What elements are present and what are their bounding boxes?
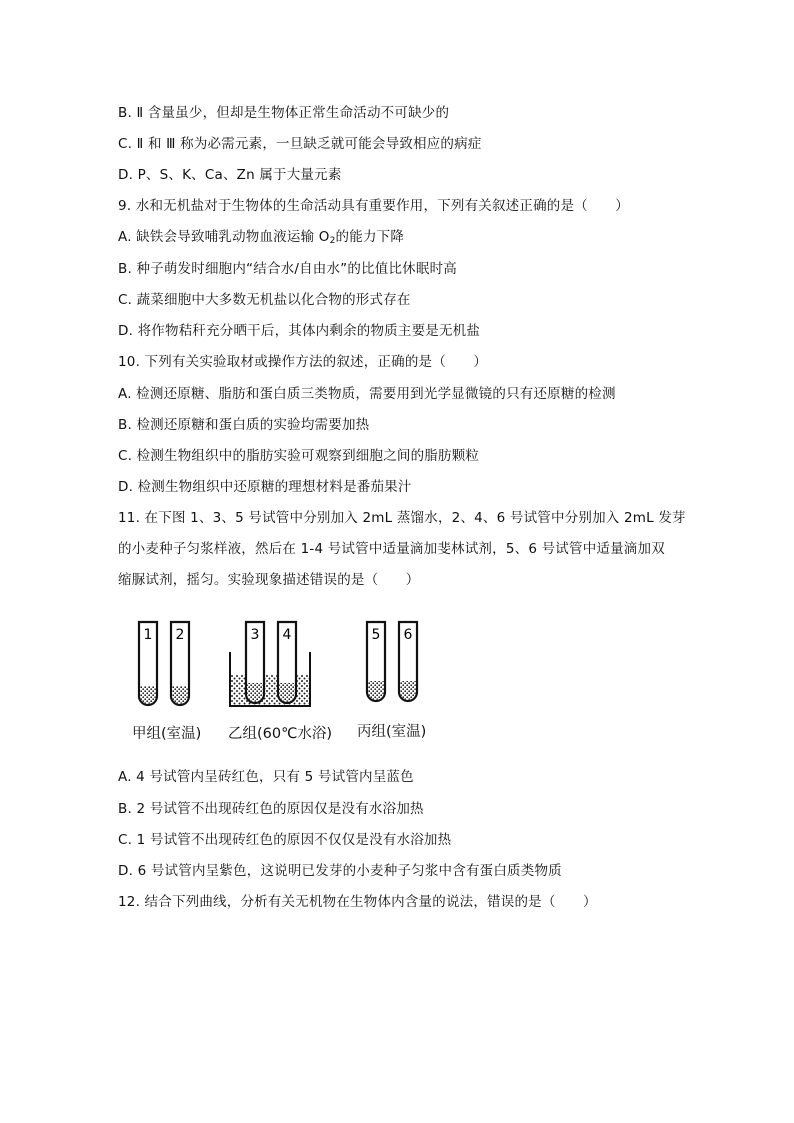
q11-option-a: A. 4 号试管内呈砖红色，只有 5 号试管内呈蓝色 <box>118 769 414 785</box>
test-tube-5-liquid <box>368 681 384 700</box>
q10-option-b: B. 检测还原糖和蛋白质的实验均需要加热 <box>118 417 370 433</box>
q12-stem: 12. 结合下列曲线，分析有关无机物在生物体内含量的说法，错误的是（ ） <box>118 894 597 910</box>
q9-option-a <box>118 228 404 250</box>
tube-number-5: 5 <box>371 627 381 643</box>
q9-option-b: B. 种子萌发时细胞内“结合水/自由水”的比值比休眠时高 <box>118 261 457 277</box>
test-tube-1-liquid <box>140 686 156 704</box>
test-tube-2-liquid <box>172 686 188 704</box>
q9-stem: 9. 水和无机盐对于生物体的生命活动具有重要作用，下列有关叙述正确的是（ ） <box>118 198 629 214</box>
water-bath-water <box>231 675 309 705</box>
tube-number-4: 4 <box>282 627 292 643</box>
test-tube-3-liquid <box>247 683 263 702</box>
q11-stem-line-2: 的小麦种子匀浆样液，然后在 1-4 号试管中适量滴加斐林试剂，5、6 号试管中适量滴加双 <box>118 541 665 557</box>
q10-option-a: A. 检测还原糖、脂肪和蛋白质三类物质，需要用到光学显微镜的只有还原糖的检测 <box>118 386 616 402</box>
q11-option-d: D. 6 号试管内呈紫色，这说明已发芽的小麦种子匀浆中含有蛋白质类物质 <box>118 863 562 879</box>
q10-option-d: D. 检测生物组织中还原糖的理想材料是番茄果汁 <box>118 479 412 495</box>
q9-option-a-subscript: 2 <box>329 236 336 246</box>
q11-stem-line-3: 缩脲试剂，摇匀。实验现象描述错误的是（ ） <box>118 572 420 588</box>
test-tube-6-liquid <box>400 681 416 700</box>
tube-number-1: 1 <box>143 627 153 643</box>
group-yi-water-bath <box>230 622 310 706</box>
q11-stem-line-1: 11. 在下图 1、3、5 号试管中分别加入 2mL 蒸馏水，2、4、6 号试管中分别加入 2mL 发芽 <box>118 510 686 526</box>
q8-option-c: C. Ⅱ 和 Ⅲ 称为必需元素，一旦缺乏就可能会导致相应的病症 <box>118 136 482 152</box>
tube-number-2: 2 <box>175 627 185 643</box>
q9-option-a-text-end: 的能力下降 <box>335 229 405 245</box>
q11-option-c: C. 1 号试管不出现砖红色的原因不仅仅是没有水浴加热 <box>118 832 452 848</box>
q9-option-a-text: A. 缺铁会导致哺乳动物血液运输 O <box>118 229 330 245</box>
q9-option-d: D. 将作物秸秆充分晒干后，其体内剩余的物质主要是无机盐 <box>118 323 481 339</box>
q8-option-b: B. Ⅱ 含量虽少，但却是生物体正常生命活动不可缺少的 <box>118 105 450 121</box>
q9-option-c: C. 蔬菜细胞中大多数无机盐以化合物的形式存在 <box>118 292 411 308</box>
q11-option-b: B. 2 号试管不出现砖红色的原因仅是没有水浴加热 <box>118 801 424 817</box>
q10-option-c: C. 检测生物组织中的脂肪实验可观察到细胞之间的脂肪颗粒 <box>118 448 480 464</box>
group-yi-label: 乙组(60℃水浴) <box>228 726 333 742</box>
group-jia-label: 甲组(室温) <box>132 726 202 742</box>
q8-option-d: D. P、S、K、Ca、Zn 属于大量元素 <box>118 167 342 183</box>
group-bing-label: 丙组(室温) <box>357 724 427 740</box>
tube-number-3: 3 <box>250 627 260 643</box>
test-tube-4-liquid <box>279 683 295 702</box>
q10-stem: 10. 下列有关实验取材或操作方法的叙述，正确的是（ ） <box>118 354 488 370</box>
tube-number-6: 6 <box>403 627 413 643</box>
